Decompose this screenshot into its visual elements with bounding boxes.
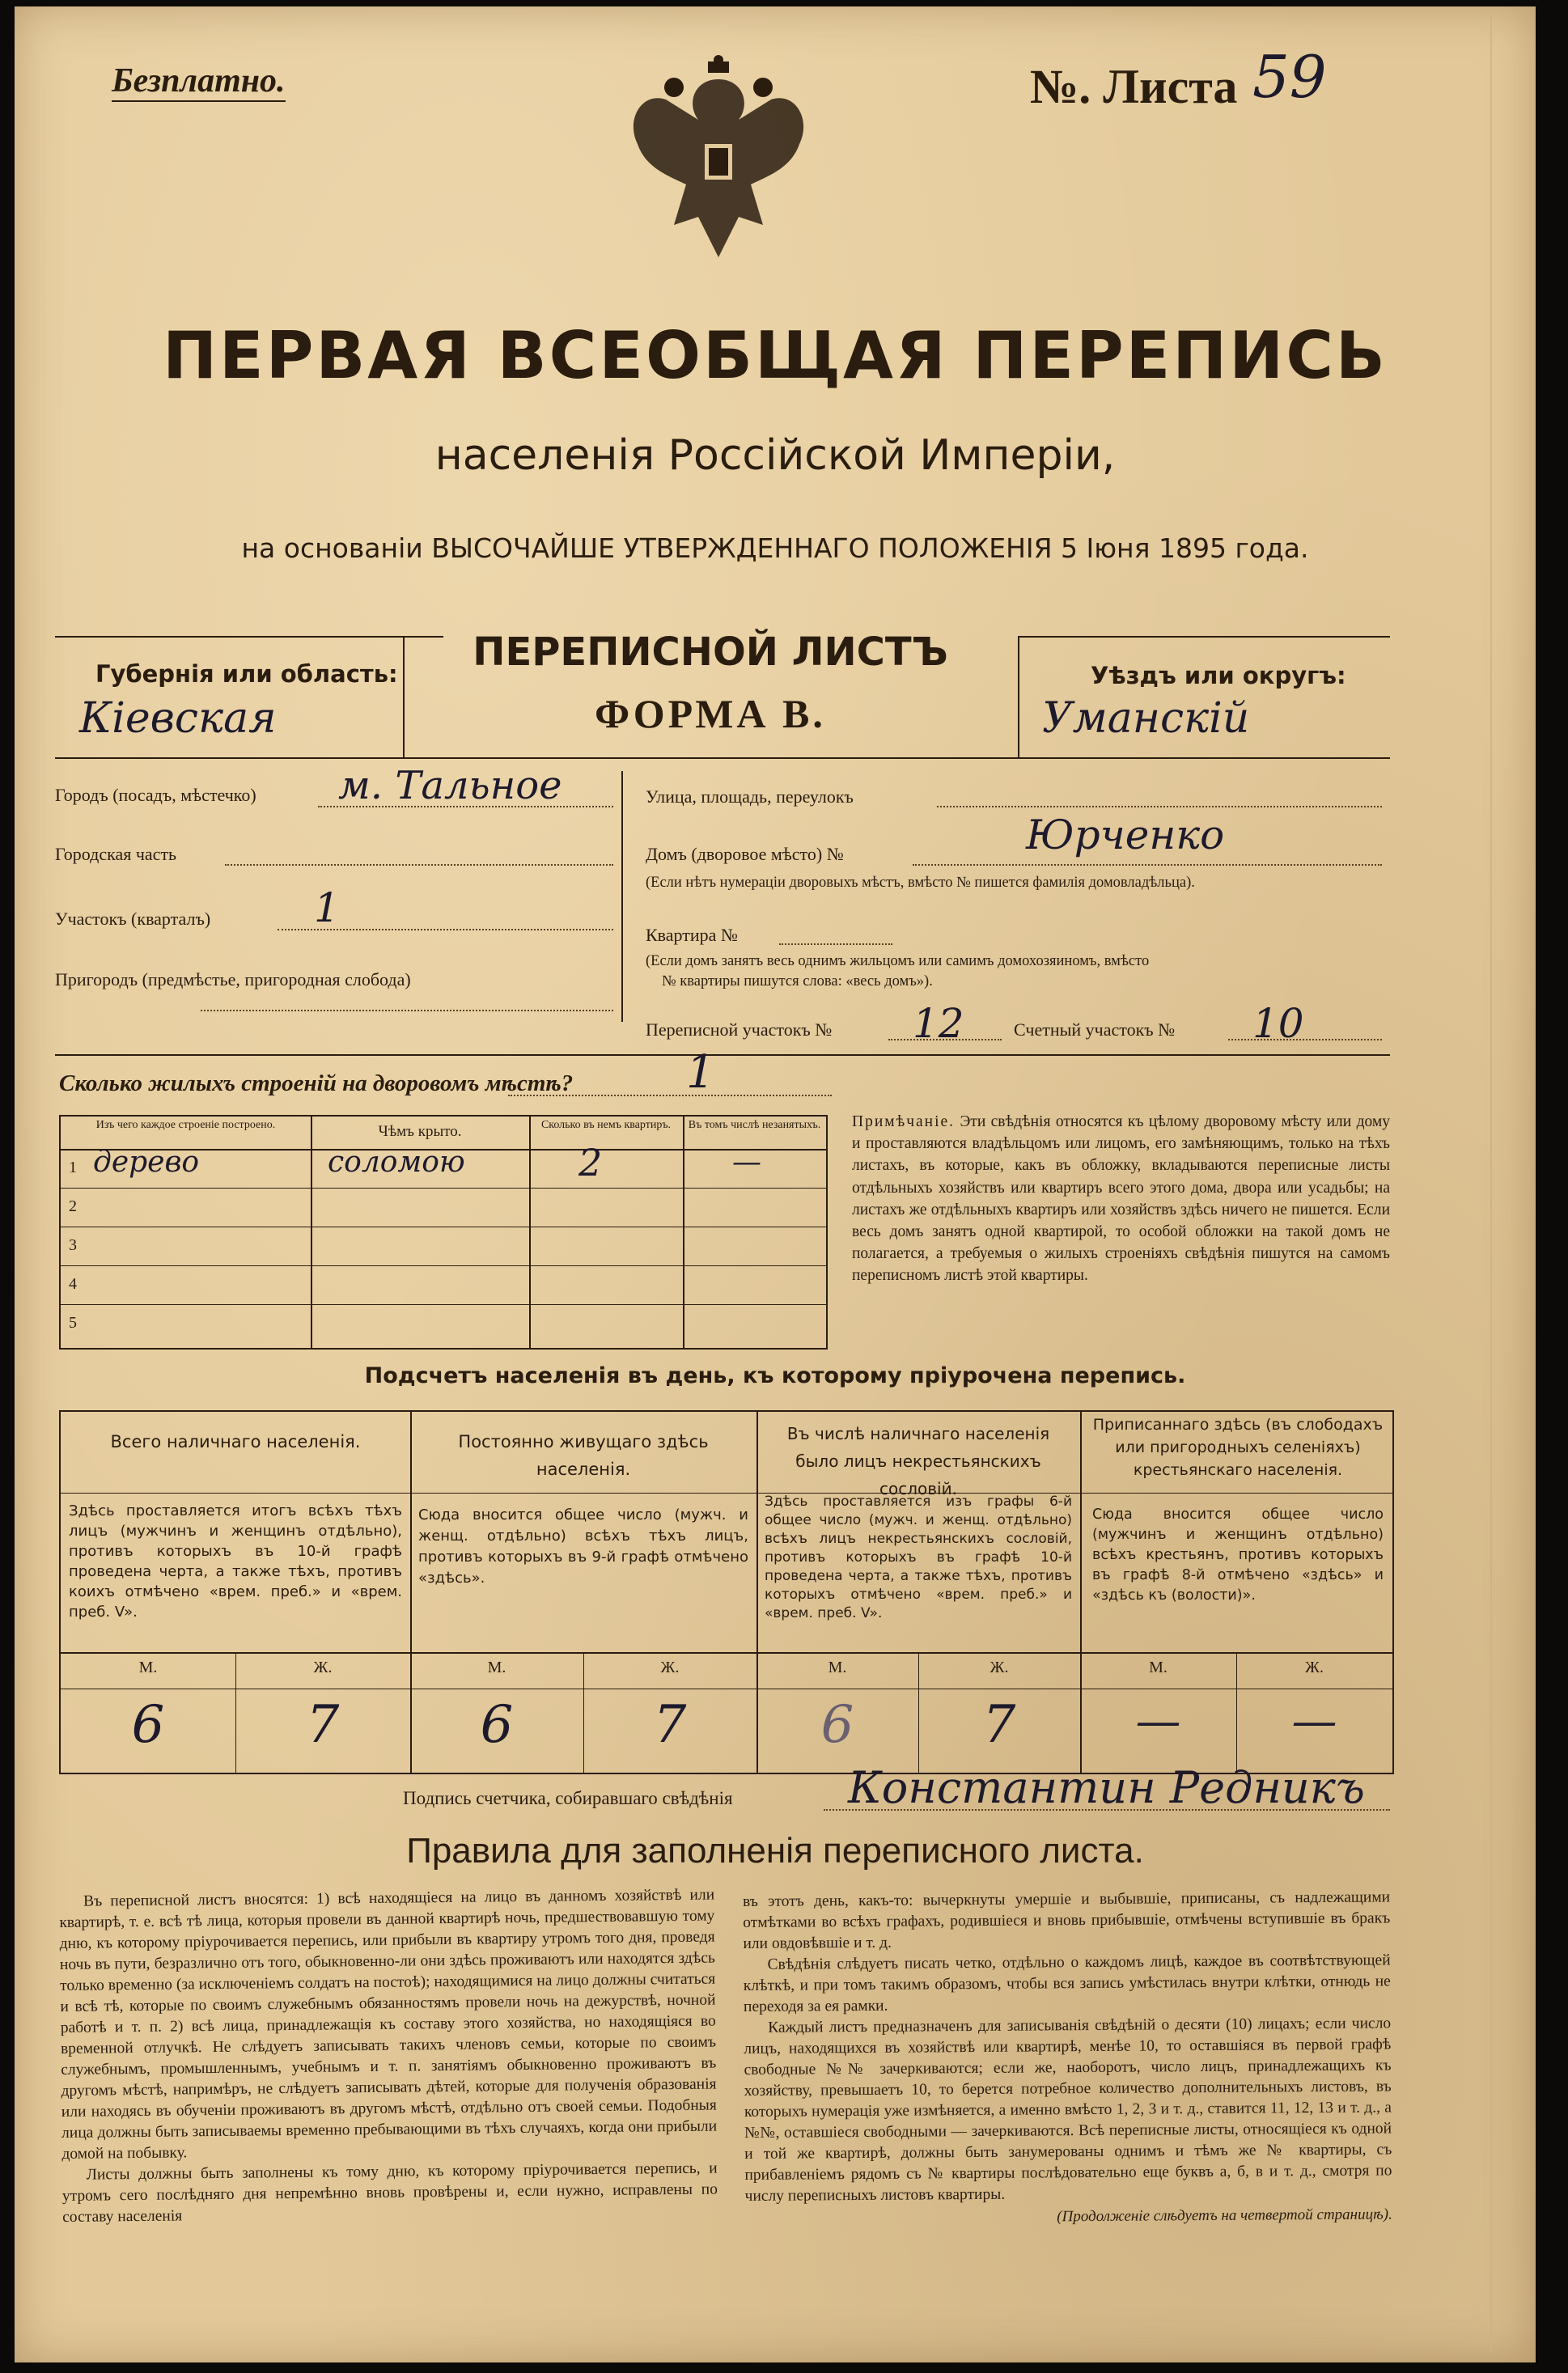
- rules-left-paragraph: Въ переписной листъ вносятся: 1) всѣ находящіеся на лицо въ данномъ хозяйствѣ или квартирѣ, т. е. всѣ тѣ лица, которыя провели въ данной квартирѣ ночь, предшествовавшую тому дню, къ которому пріурочивается перепись, или прибыли въ квартиру утромъ того дня, проведя ночь въ пути, безразлично отъ того, обыкновенно-ли они здѣсь проживаютъ или находятся здѣсь только временно (за исключеніемъ солдатъ на постоѣ); находящимися на лицо должны считаться и всѣ тѣ, которые по своимъ служебнымъ обязанностямъ провели ночь на дежурствѣ, ночной работѣ и т. п. 2) всѣ лица, принадлежащія къ составу этого хозяйства, но находящіяся во временной отлучкѣ. Не слѣдуетъ записывать такихъ членовъ семьи, которые по своимъ служебнымъ, промышленнымъ, учебнымъ и т. п. занятіямъ обыкновенно проживаютъ въ другомъ мѣстѣ, напримѣръ, не слѣдуетъ записывать дѣтей, которые для полученія образованія или находясь въ обученіи проживаютъ въ другомъ мѣстѣ, отдѣльно отъ своей семьи. Подобныя лица должны быть записываемы временно пребывающими въ тѣхъ случаяхъ, когда они прибыли домой на побывку.: [59, 1886, 718, 2163]
- city-value: м. Тальное: [338, 763, 562, 808]
- rules-right-column: [743, 1887, 1392, 2228]
- summary-col3-f-label: Ж.: [990, 1659, 1009, 1676]
- rules-continued: (Продолженіе слѣдуетъ на четвертой страницѣ).: [1057, 2206, 1392, 2226]
- row-number: 1: [69, 1159, 77, 1176]
- summary-col3-m-value: 6: [820, 1695, 854, 1755]
- sheet-number-label: №. Листа: [1030, 60, 1238, 113]
- row-number: 2: [69, 1197, 77, 1215]
- summary-col2-f-value: 7: [653, 1695, 687, 1755]
- summary-col4-desc: Сюда вносится общее число (мужчинъ и женщинъ отдѣльно) всѣхъ крестьянъ, противъ которыхъ въ графѣ 8-й отмѣчено «здѣсь» и «здѣсь къ (волости)».: [1092, 1506, 1384, 1604]
- col-material: Изъ чего каждое строеніе построено.: [95, 1119, 276, 1131]
- summary-col2-heading: Постоянно живущаго здѣсь населенія.: [458, 1432, 709, 1479]
- summary-col4-m-value: —: [1135, 1695, 1181, 1748]
- row-apartments: 2: [578, 1141, 603, 1184]
- street-label: Улица, площадь, переулокъ: [646, 786, 854, 807]
- house-label: Домъ (дворовое мѣсто) №: [646, 844, 844, 864]
- census-sheet: [15, 6, 1536, 2362]
- province-label: Губернія или область:: [95, 660, 398, 688]
- apartment-label: Квартира №: [646, 925, 738, 945]
- row-roof: соломою: [328, 1146, 465, 1179]
- summary-col3-m-label: М.: [828, 1659, 847, 1676]
- apartment-note-1: (Если домъ занятъ весь однимъ жильцомъ или самимъ домохозяиномъ, вмѣсто: [646, 953, 1150, 969]
- col-vacant: Въ томъ числѣ незанятыхъ.: [688, 1119, 821, 1131]
- summary-col1-heading: Всего наличнаго населенія.: [110, 1432, 361, 1451]
- rules-right-paragraph: Свѣдѣнія слѣдуетъ писать четко, отдѣльно о каждомъ лицѣ, каждое въ соотвѣтствующей клѣткѣ, и при томъ такимъ образомъ, чтобы вся запись умѣстилась внутри клѣтки, отнюдь не переходя за ея рамки.: [743, 1951, 1391, 2015]
- double-headed-eagle-icon: [617, 55, 820, 273]
- precinct-value: 1: [314, 884, 340, 931]
- summary-col3-heading: Въ числѣ наличнаго населенія было лицъ некрестьянскихъ сословій.: [786, 1424, 1050, 1498]
- summary-col1-desc: Здѣсь проставляется итогъ всѣхъ тѣхъ лицъ (мужчинъ и женщинъ отдѣльно), противъ которыхъ въ 10-й графѣ проведена черта, а также тѣхъ, противъ коихъ отмѣчено «врем. преб.» и «врем. преб. V».: [69, 1502, 402, 1621]
- summary-table: [59, 1410, 1394, 1774]
- page-title: ПЕРВАЯ ВСЕОБЩАЯ ПЕРЕПИСЬ: [163, 318, 1388, 393]
- summary-title: Подсчетъ населенія въ день, къ которому пріурочена перепись.: [364, 1363, 1186, 1388]
- rules-right-paragraph: Каждый листъ предназначенъ для записыванія свѣдѣній о десяти (10) лицахъ; если число лицъ, находящихся въ хозяйствѣ или квартирѣ, менѣе 10, то оставшіяся въ первой графѣ свободные №№ зачеркиваются; если же, наоборотъ, число лицъ, принадлежащихъ къ хозяйству, превышаетъ 10, то берется потребное количество дополнительныхъ листовъ, въ которыхъ нумерація уже измѣняется, а именно вмѣсто 1, 2, 3 и т. д., ставится 11, 12, 13 и т. д., а №№, оставшіеся свободными — зачеркиваются. Всѣ переписные листы, относящіеся къ одной и той же квартирѣ, должны быть занумерованы однимъ и тѣмъ же № квартиры, съ прибавленіемъ рядомъ съ № квартиры послѣдовательно еще буквъ а, б, в и т. д., смотря по числу переписныхъ листовъ квартиры.: [744, 2015, 1392, 2205]
- row-vacant: —: [732, 1146, 761, 1179]
- form-subtitle: ФОРМА В.: [595, 691, 826, 736]
- summary-col4-f-label: Ж.: [1305, 1659, 1324, 1676]
- signature-value: Константин Редникъ: [848, 1762, 1365, 1813]
- census-district-value: 12: [913, 1000, 964, 1047]
- city-part-label: Городская часть: [55, 844, 177, 864]
- rules-right-paragraph: въ этотъ день, какъ-то: вычеркнуты умершіе и выбывшіе, приписаны, съ надлежащими отмѣтками во всѣхъ графахъ, родившіеся и вновь прибывшіе, отмѣчены вступившіе въ бракъ или овдовѣвшіе и т. д.: [743, 1888, 1391, 1952]
- summary-col1-m-value: 6: [131, 1695, 165, 1755]
- basis-line: на основаніи ВЫСОЧАЙШЕ УТВЕРЖДЕННАГО ПОЛОЖЕНІЯ 5 Іюня 1895 года.: [241, 532, 1309, 564]
- row-number: 4: [69, 1275, 77, 1293]
- summary-col2-m-label: М.: [487, 1659, 506, 1676]
- summary-col2-desc: Сюда вносится общее число (мужч. и женщ. отдѣльно) всѣхъ тѣхъ лицъ, противъ которыхъ въ 9-й графѣ отмѣчено «здѣсь».: [418, 1506, 748, 1587]
- rules-left-column: [59, 1885, 718, 2228]
- count-district-label: Счетный участокъ №: [1014, 1019, 1176, 1040]
- suburb-label: Пригородъ (предмѣстье, пригородная слобода): [55, 969, 411, 989]
- summary-col4-m-label: М.: [1149, 1659, 1168, 1676]
- summary-col1-m-label: М.: [138, 1659, 158, 1676]
- house-note: (Если нѣтъ нумераціи дворовыхъ мѣстъ, вмѣсто № пишется фамилія домовладѣльца).: [646, 875, 1195, 891]
- summary-col2-f-label: Ж.: [660, 1659, 680, 1676]
- row-number: 3: [69, 1236, 77, 1254]
- col-roof: Чѣмъ крыто.: [378, 1123, 462, 1140]
- form-title: ПЕРЕПИСНОЙ ЛИСТЪ: [473, 629, 948, 675]
- district-value: Уманскій: [1042, 694, 1250, 743]
- count-district-value: 10: [1252, 1000, 1304, 1047]
- buildings-answer: 1: [686, 1046, 715, 1099]
- province-value: Кіевская: [79, 694, 277, 743]
- rules-title: Правила для заполненія переписного листа.: [406, 1831, 1144, 1871]
- summary-col1-f-label: Ж.: [313, 1659, 333, 1676]
- subtitle: населенія Россійской Имперіи,: [434, 431, 1116, 480]
- precinct-label: Участокъ (кварталъ): [55, 909, 211, 929]
- district-label: Уѣздъ или округъ:: [1091, 662, 1346, 689]
- buildings-table: [59, 1115, 828, 1350]
- summary-col1-f-value: 7: [306, 1695, 340, 1755]
- summary-col3-f-value: 7: [982, 1695, 1016, 1755]
- summary-col4-f-value: —: [1291, 1695, 1337, 1748]
- city-label: Городъ (посадъ, мѣстечко): [55, 785, 256, 805]
- note-title: Примѣчаніе.: [852, 1113, 956, 1130]
- summary-col4-heading: Приписаннаго здѣсь (въ слободахъ или пригородныхъ селеніяхъ) крестьянскаго населенія.: [1092, 1416, 1384, 1479]
- rules-left-paragraph: Листы должны быть заполнены къ тому дню, къ которому пріурочивается перепись, и утромъ сего послѣдняго дня непремѣнно вновь провѣрены и, если нужно, исправлены по составу населенія: [61, 2159, 718, 2226]
- census-district-label: Переписной участокъ №: [646, 1019, 833, 1040]
- free-label: Безплатно.: [112, 61, 286, 102]
- note-text: Эти свѣдѣнія относятся къ цѣлому дворовому мѣсту или дому и проставляются владѣльцомъ или лицомъ, его замѣняющимъ, только на тѣхъ листахъ, въ которые, какъ въ обложку, вкладываются переписные листы отдѣльныхъ хозяйствъ или квартиръ всего этого дома, двора или усадьбы; на листахъ же отдѣльныхъ квартиръ или хозяйствъ здѣсь ничего не пишется. Если весь домъ занятъ одной квартирой, то особой обложки на такой домъ не полагается, а требуемыя о жилыхъ строеніяхъ свѣдѣнія пишутся на самомъ переписномъ листѣ этой квартиры.: [852, 1113, 1390, 1285]
- row-number: 5: [69, 1314, 77, 1332]
- summary-col2-m-value: 6: [480, 1695, 514, 1755]
- signature-label: Подпись счетчика, собиравшаго свѣдѣнія: [403, 1788, 733, 1808]
- house-value: Юрченко: [1026, 811, 1225, 858]
- summary-col3-desc: Здѣсь проставляется изъ графы 6-й общее число (мужч. и женщ. отдѣльно) всѣхъ лицъ некрестьянскихъ сословій, противъ которыхъ въ графѣ 10-й проведена черта, а также тѣхъ, противъ которыхъ отмѣчено «врем. преб.» и «врем. преб. V».: [765, 1494, 1072, 1621]
- note-block: [852, 1111, 1390, 1287]
- buildings-question: Сколько жилыхъ строеній на дворовомъ мѣстѣ?: [59, 1070, 574, 1096]
- col-apartments: Сколько въ немъ квартиръ.: [540, 1119, 672, 1131]
- sheet-number-value: 59: [1252, 43, 1327, 111]
- row-material: дерево: [93, 1146, 200, 1179]
- apartment-note-2: № квартиры пишутся слова: «весь домъ»).: [662, 973, 933, 989]
